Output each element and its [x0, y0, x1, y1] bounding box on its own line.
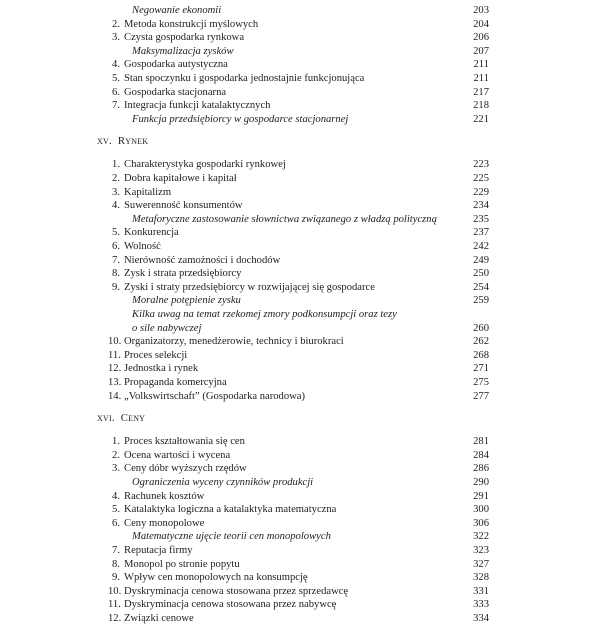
entry-title: Kapitalizm — [124, 186, 172, 198]
entry-title: Moralne potępienie zysku — [132, 295, 241, 307]
page-number: 225 — [473, 173, 489, 184]
entry-number: 10. — [108, 336, 122, 348]
page-number: 323 — [473, 545, 489, 556]
entry-title: Związki cenowe — [124, 613, 194, 624]
toc-subentry — [132, 113, 348, 127]
toc-entry — [108, 349, 187, 363]
entry-title: Propaganda komercyjna — [124, 377, 227, 388]
entry-title: Reputacja firmy — [124, 545, 193, 556]
page-number: 275 — [473, 377, 489, 388]
entry-title: Negowanie ekonomii — [132, 5, 222, 16]
page-number: 211 — [473, 73, 489, 84]
toc-entry — [108, 449, 230, 463]
page-number: 306 — [473, 517, 489, 529]
entry-title: Zysk i strata przedsiębiorcy — [124, 268, 242, 280]
entry-title: Metaforyczne zastosowanie słownictwa związanego z władzą polityczną — [132, 213, 437, 225]
toc-entry — [108, 598, 336, 612]
entry-title: Rachunek kosztów — [124, 490, 205, 502]
entry-title: Proces selekcji — [124, 349, 188, 361]
chapter-number: xv. — [97, 135, 112, 148]
chapter-title: Ceny — [120, 412, 146, 425]
toc-subentry — [132, 4, 221, 18]
chapter-heading — [97, 134, 148, 148]
entry-title: Katalaktyka logiczna a katalaktyka matematyczna — [124, 504, 337, 516]
entry-number: 12. — [108, 613, 122, 624]
entry-title: Gospodarka autystyczna — [124, 59, 228, 71]
entry-title: Metoda konstrukcji myślowych — [124, 18, 259, 30]
toc-entry — [108, 558, 240, 572]
page-number: 262 — [473, 336, 489, 348]
entry-title: Stan spoczynku i gospodarka jednostajnie funkcjonująca — [124, 73, 365, 84]
entry-number: 7. — [112, 545, 120, 556]
toc-entry — [108, 254, 280, 268]
entry-title: Jednostka i rynek — [124, 363, 199, 375]
page-number: 300 — [473, 504, 489, 516]
entry-title: Maksymalizacja zysków — [132, 45, 234, 57]
entry-number: 11. — [108, 349, 121, 361]
entry-title: Integracja funkcji katalaktycznych — [124, 100, 271, 112]
entry-number: 13. — [108, 377, 122, 388]
entry-title: Matematyczne ujęcie teorii cen monopolowych — [132, 531, 331, 543]
toc-subentry — [132, 213, 437, 227]
entry-number: 11. — [108, 599, 121, 611]
entry-title: Gospodarka stacjonarna — [124, 86, 227, 98]
page-number: 242 — [473, 241, 489, 252]
entry-title: Wolność — [124, 241, 161, 252]
toc-entry — [108, 31, 244, 45]
toc-entry — [108, 199, 243, 213]
entry-number: 3. — [112, 32, 120, 44]
toc-subentry — [132, 530, 331, 544]
entry-title: Wpływ cen monopolowych na konsumpcję — [124, 572, 308, 584]
toc-subentry — [132, 308, 397, 322]
entry-number: 5. — [112, 73, 120, 84]
toc-entry — [108, 490, 204, 504]
toc-entry — [108, 362, 198, 376]
entry-title: Dobra kapitałowe i kapitał — [124, 173, 237, 184]
entry-number: 1. — [112, 159, 120, 171]
toc-entry — [108, 226, 179, 240]
entry-number: 5. — [112, 504, 120, 516]
toc-entry — [108, 240, 161, 254]
page-number: 271 — [473, 363, 489, 375]
entry-number: 5. — [112, 227, 120, 239]
entry-number: 8. — [112, 558, 120, 570]
toc-entry — [108, 58, 228, 72]
entry-title: Czysta gospodarka rynkowa — [124, 32, 245, 44]
entry-title: Suwerenność konsumentów — [124, 200, 243, 212]
chapter-heading — [97, 411, 145, 425]
page-number: 327 — [473, 558, 489, 570]
page-number: 281 — [473, 436, 489, 448]
toc-entry — [108, 158, 286, 172]
toc-subentry — [132, 45, 234, 59]
page-number: 218 — [473, 100, 489, 112]
page-number: 234 — [473, 200, 489, 212]
entry-title: Ceny dóbr wyższych rzędów — [124, 463, 247, 475]
entry-number: 6. — [112, 517, 120, 529]
entry-number: 1. — [112, 436, 120, 448]
toc-subentry — [132, 294, 241, 308]
toc-entry — [108, 281, 375, 295]
entry-title: Ocena wartości i wycena — [124, 449, 231, 461]
toc-entry — [108, 390, 305, 404]
page-number: 284 — [473, 449, 489, 461]
page-number: 290 — [473, 477, 489, 488]
entry-title: Dyskryminacja cenowa stosowana przez nabywcę — [124, 599, 337, 611]
page-number: 235 — [473, 213, 489, 225]
toc-entry — [108, 72, 364, 86]
entry-title: Organizatorzy, menedżerowie, technicy i biurokraci — [124, 336, 344, 348]
entry-title: Dyskryminacja cenowa stosowana przez sprzedawcę — [124, 585, 349, 597]
toc-entry — [108, 435, 245, 449]
entry-number: 2. — [112, 18, 120, 30]
chapter-number: xvi. — [97, 412, 115, 425]
entry-number: 4. — [112, 490, 120, 502]
page-number: 328 — [473, 572, 489, 584]
page-number: 249 — [473, 254, 489, 266]
entry-number: 2. — [112, 449, 120, 461]
toc-subentry — [132, 322, 201, 336]
toc-entry — [108, 503, 336, 517]
toc-entry — [108, 99, 270, 113]
page-number: 259 — [473, 295, 489, 307]
entry-title: Proces kształtowania się cen — [124, 436, 245, 448]
entry-number: 12. — [108, 363, 122, 375]
entry-number: 6. — [112, 86, 120, 98]
page-number: 268 — [473, 349, 489, 361]
page-number: 203 — [473, 5, 489, 16]
toc-entry — [108, 267, 241, 281]
page-number: 260 — [473, 322, 489, 334]
toc-entry — [108, 86, 226, 100]
entry-number: 2. — [112, 173, 120, 184]
page-number: 223 — [473, 159, 489, 171]
toc-entry — [108, 612, 194, 626]
page-number: 250 — [473, 268, 489, 280]
toc-subentry — [132, 476, 313, 490]
entry-number: 3. — [112, 463, 120, 475]
toc-entry — [108, 462, 247, 476]
entry-number: 6. — [112, 241, 120, 252]
entry-number: 7. — [112, 254, 120, 266]
entry-number: 8. — [112, 268, 120, 280]
page-number: 331 — [473, 585, 489, 597]
entry-title: Ograniczenia wyceny czynników produkcji — [132, 477, 314, 488]
toc-entry — [108, 544, 193, 558]
page-number: 217 — [473, 86, 489, 98]
entry-title: Konkurencja — [124, 227, 179, 239]
chapter-title: Rynek — [117, 135, 149, 148]
entry-title: Ceny monopolowe — [124, 517, 205, 529]
entry-number: 4. — [112, 200, 120, 212]
entry-number: 10. — [108, 585, 122, 597]
entry-title: Monopol po stronie popytu — [124, 558, 240, 570]
entry-title: Zyski i straty przedsiębiorcy w rozwijającej się gospodarce — [124, 281, 375, 293]
entry-title: „Volkswirtschaft” (Gospodarka narodowa) — [124, 390, 306, 402]
entry-title: o sile nabywczej — [132, 322, 202, 334]
page-number: 286 — [473, 463, 489, 475]
entry-title: Nierówność zamożności i dochodów — [124, 254, 281, 266]
toc-entry — [108, 335, 344, 349]
page-number: 229 — [473, 186, 489, 198]
page-number: 237 — [473, 227, 489, 239]
toc-entry — [108, 172, 237, 186]
page-number: 254 — [473, 281, 489, 293]
entry-number: 7. — [112, 100, 120, 112]
page-number: 204 — [473, 18, 489, 30]
page-number: 221 — [473, 113, 489, 125]
page-number: 211 — [473, 59, 489, 71]
entry-number: 14. — [108, 390, 122, 402]
page-number: 333 — [473, 599, 489, 611]
page-number: 207 — [473, 45, 489, 57]
toc-entry — [108, 517, 204, 531]
toc-entry — [108, 571, 308, 585]
page-number: 277 — [473, 390, 489, 402]
entry-number: 4. — [112, 59, 120, 71]
page-number: 334 — [473, 613, 489, 624]
page-number: 322 — [473, 531, 489, 543]
toc-entry — [108, 585, 348, 599]
entry-number: 3. — [112, 186, 120, 198]
page-number: 291 — [473, 490, 489, 502]
toc-entry — [108, 186, 171, 200]
toc-entry — [108, 18, 258, 32]
entry-title: Funkcja przedsiębiorcy w gospodarce stacjonarnej — [132, 113, 349, 125]
entry-title: Kilka uwag na temat rzekomej zmory podkonsumpcji oraz tezy — [132, 309, 397, 320]
toc-entry — [108, 376, 227, 390]
page-number: 206 — [473, 32, 489, 44]
entry-title: Charakterystyka gospodarki rynkowej — [124, 159, 286, 171]
entry-number: 9. — [112, 572, 120, 584]
entry-number: 9. — [112, 281, 120, 293]
